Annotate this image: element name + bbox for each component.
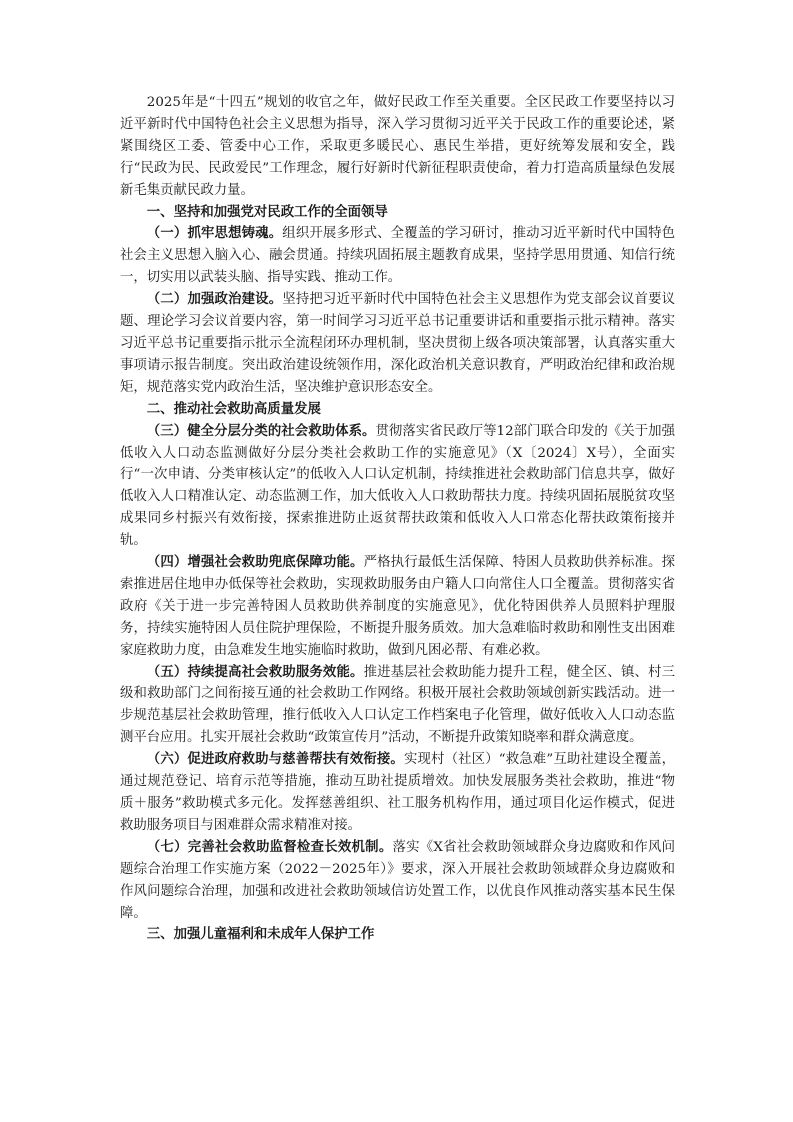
paragraph-lead: （五）持续提高社会救助服务效能。 — [146, 664, 364, 680]
paragraph-lead: （六）促进政府救助与慈善帮扶有效衔接。 — [146, 752, 404, 768]
paragraph — [120, 662, 675, 750]
paragraph-lead: （二）加强政治建设。 — [146, 292, 283, 308]
paragraph-lead: （一）抓牢思想铸魂。 — [146, 226, 283, 242]
paragraph-lead: （四）增强社会救助兜底保障功能。 — [146, 555, 364, 571]
intro-paragraph: 2025年是“十四五”规划的收官之年，做好民政工作至关重要。全区民政工作要坚持以习近平新时代中国特色社会主义思想为指导，深入学习贯彻习近平关于民政工作的重要论述，紧紧围绕区工委、管委中心工作，采取更多暖民心、惠民生举措，更好统筹发展和安全，践行“民政为民、民政爱民”工作理念，履行好新时代新征程职责使命，着力打造高质量绿色发展新毛集贡献民政力量。 — [120, 95, 675, 198]
paragraph — [120, 421, 675, 552]
section-1-heading: 一、坚持和加强党对民政工作的全面领导 — [146, 204, 388, 220]
section-2-heading: 二、推动社会救助高质量发展 — [146, 401, 321, 417]
paragraph-body: 严格执行最低生活保障、特困人员救助供养标准。探索推进居住地申办低保等社会救助，实现救助服务由户籍人口向常住人口全覆盖。贯彻落实省政府《关于进一步完善特困人员救助供养制度的实施意见》，优化特困供养人员照料护理服务，持续实施特困人员住院护理保险，不断提升服务质效。加大急难临时救助和刚性支出困难家庭救助力度，由急难发生地实施临时救助，做到凡困必帮、有难必救。 — [120, 555, 676, 658]
paragraph-body: 实现村（社区）“救急难”互助社建设全覆盖，通过规范登记、培育示范等措施，推动互助社提质增效。加快发展服务类社会救助，推进“物质＋服务”救助模式多元化。发挥慈善组织、社工服务机构作用，通过项目化运作模式，促进救助服务项目与困难群众需求精准对接。 — [120, 752, 675, 833]
section-3-heading: 三、加强儿童福利和未成年人保护工作 — [146, 927, 375, 943]
paragraph — [120, 289, 675, 399]
paragraph-body: 贯彻落实省民政厅等12部门联合印发的《关于加强低收入人口动态监测做好分层分类社会救助工作的实施意见》（X〔2024〕X号），全面实行“一次申请、分类审核认定”的低收入人口认定机制，持续推进社会救助部门信息共享，做好低收入人口精准认定、动态监测工作，加大低收入人口救助帮扶力度。持续巩固拓展脱贫攻坚成果同乡村振兴有效衔接，探索推进防止返贫帮扶政策和低收入人口常态化帮扶政策衔接并轨。 — [120, 423, 676, 549]
paragraph-body: 推进基层社会救助能力提升工程，健全区、镇、村三级和救助部门之间衔接互通的社会救助工作网络。积极开展社会救助领域创新实践活动。进一步规范基层社会救助管理，推行低收入人口认定工作档案电子化管理，做好低收入人口动态监测平台应用。扎实开展社会救助“政策宣传月”活动，不断提升政策知晓率和群众满意度。 — [120, 664, 676, 746]
paragraph-lead: （三）健全分层分类的社会救助体系。 — [146, 423, 376, 439]
paragraph-lead: （七）完善社会救助监督检查长效机制。 — [146, 839, 393, 855]
paragraph — [120, 223, 675, 289]
paragraph — [120, 552, 675, 662]
paragraph — [120, 749, 675, 837]
paragraph — [120, 837, 675, 925]
document-page — [120, 92, 675, 946]
paragraph-body: 坚持把习近平新时代中国特色社会主义思想作为党支部会议首要议题、理论学习会议首要内容，第一时间学习习近平总书记重要讲话和重要指示批示精神。落实习近平总书记重要指示批示全流程闭环办理机制，坚决贯彻上级各项决策部署，认真落实重大事项请示报告制度。突出政治建设统领作用，深化政治机关意识教育，严明政治纪律和政治规矩，规范落实党内政治生活，坚决维护意识形态安全。 — [120, 292, 676, 395]
paragraph-body: 落实《X省社会救助领域群众身边腐败和作风问题综合治理工作实施方案（2022－2025年）》要求，深入开展社会救助领域群众身边腐败和作风问题综合治理，加强和改进社会救助领域信访处置工作，以优良作风推动落实基本民生保障。 — [120, 839, 675, 921]
paragraph-body: 组织开展多形式、全覆盖的学习研讨，推动习近平新时代中国特色社会主义思想入脑入心、融会贯通。持续巩固拓展主题教育成果，坚持学思用贯通、知信行统一，切实用以武装头脑、指导实践、推动工作。 — [120, 226, 676, 286]
